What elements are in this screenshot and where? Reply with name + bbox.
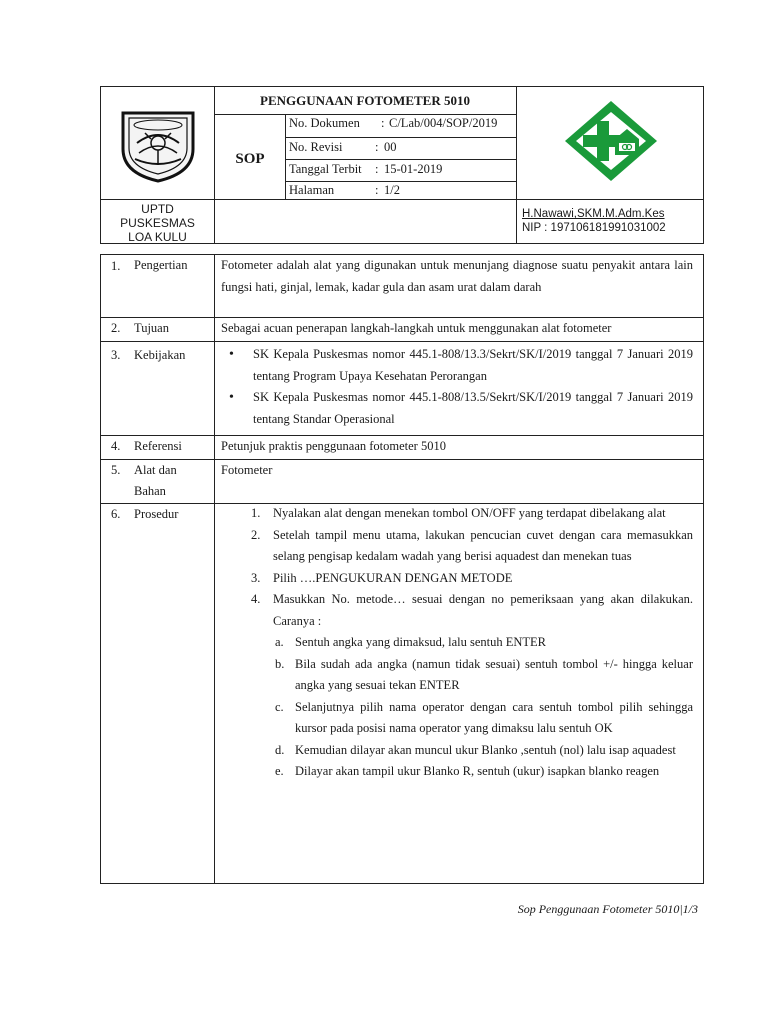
label-line: Bahan [134, 484, 166, 498]
step-number: 1. [251, 506, 261, 520]
field-separator: : [381, 116, 385, 130]
section-number: 4. [111, 439, 121, 453]
section-text-pengertian: Fotometer adalah alat yang digunakan untuk menunjang diagnose suatu penyakit antara lain fungsi hati, ginjal, lemak, kadar gula dan asam urat dalam darah [221, 258, 693, 294]
procedure-substep [221, 761, 693, 783]
substep-text: Dilayar akan tampil ukur Blanko R, sentuh (ukur) isapkan blanko reagen [295, 764, 660, 778]
divider [285, 114, 286, 199]
section-number: 3. [111, 348, 121, 362]
signer-name: H.Nawawi,SKM.M.Adm.Kes [522, 208, 665, 220]
section-label-alat-dan-bahan [134, 460, 177, 502]
step-text: Setelah tampil menu utama, lakukan pencucian cuvet dengan cara memasukkan selang pengisap kedalam wadah yang berisi aquadest dan menekan tuas [273, 527, 693, 563]
divider [285, 137, 517, 138]
substep-letter: d. [275, 742, 285, 757]
step-text: Pilih ….PENGUKURAN DENGAN METODE [273, 570, 513, 585]
step-text: Masukkan No. metode… sesuai dengan no pemeriksaan yang akan dilakukan. Caranya : [273, 592, 693, 628]
document-title: PENGGUNAAN FOTOMETER 5010 [260, 93, 470, 108]
procedure-substep [221, 697, 693, 740]
divider [285, 159, 517, 160]
divider [214, 114, 517, 115]
procedure-substep [221, 654, 693, 697]
section-label-prosedur: Prosedur [134, 507, 179, 521]
field-separator: : [375, 183, 379, 197]
step-text: Nyalakan alat dengan menekan tombol ON/OFF yang terdapat dibelakang alat [273, 506, 666, 520]
substep-text: Kemudian dilayar akan muncul ukur Blanko ,sentuh (nol) lalu isap aquadest [295, 742, 676, 757]
section-number: 1. [111, 259, 121, 273]
puskesmas-logo [561, 99, 661, 183]
section-label-referensi: Referensi [134, 439, 182, 453]
procedure-step [221, 525, 693, 568]
section-label-pengertian: Pengertian [134, 258, 188, 272]
label-line: Alat dan [134, 463, 177, 477]
regional-emblem-logo [115, 103, 201, 183]
step-number: 4. [251, 592, 261, 606]
section-number: 6. [111, 507, 121, 521]
procedure-substep [221, 740, 693, 762]
divider [214, 255, 215, 884]
section-number: 2. [111, 321, 121, 335]
policy-item: • SK Kepala Puskesmas nomor 445.1-808/13.5/Sekrt/SK/I/2019 tanggal 7 Januari 2019 tentang Standar Operasional [221, 387, 693, 430]
page-footer: Sop Penggunaan Fotometer 5010|1/3 [517, 902, 698, 916]
field-label: No. Revisi [289, 140, 343, 154]
substep-letter: a. [275, 635, 284, 649]
field-value: 00 [384, 140, 397, 154]
substep-letter: e. [275, 764, 284, 778]
step-number: 3. [251, 570, 261, 585]
section-text-referensi: Petunjuk praktis penggunaan fotometer 5010 [221, 439, 446, 453]
org-line: UPTD [141, 202, 174, 216]
sop-content-table [100, 254, 704, 884]
procedure-step [221, 568, 693, 590]
field-value: 15-01-2019 [384, 162, 443, 176]
divider [516, 87, 517, 244]
sop-label: SOP [235, 151, 265, 167]
field-value: 1/2 [384, 183, 400, 197]
section-text-alat-dan-bahan: Fotometer [221, 463, 273, 477]
field-value: C/Lab/004/SOP/2019 [389, 116, 498, 130]
organization-name [101, 202, 214, 244]
signer-nip: NIP : 197106181991031002 [522, 222, 666, 234]
procedure-list [221, 503, 693, 783]
divider [285, 181, 517, 182]
procedure-step [221, 503, 693, 525]
step-number: 2. [251, 527, 261, 542]
org-line: LOA KULU [128, 230, 187, 244]
substep-text: Selanjutnya pilih nama operator dengan cara sentuh tombol pilih sehingga kursor pada posisi nama operator yang dimaksu lalu sentuh OK [295, 699, 693, 735]
divider [101, 199, 704, 200]
section-label-tujuan: Tujuan [134, 321, 169, 335]
field-label: Halaman [289, 183, 335, 197]
substep-text: Sentuh angka yang dimaksud, lalu sentuh ENTER [295, 635, 547, 649]
field-label: Tanggal Terbit [289, 162, 362, 176]
section-text-tujuan: Sebagai acuan penerapan langkah-langkah untuk menggunakan alat fotometer [221, 321, 612, 335]
field-separator: : [375, 140, 379, 154]
field-label: No. Dokumen [289, 116, 360, 130]
org-line: PUSKESMAS [120, 216, 195, 230]
policy-list [221, 344, 693, 430]
procedure-step [221, 589, 693, 632]
substep-letter: b. [275, 656, 285, 671]
section-label-kebijakan: Kebijakan [134, 348, 186, 362]
divider [101, 341, 704, 342]
field-separator: : [375, 162, 379, 176]
substep-letter: c. [275, 699, 284, 714]
policy-item: • SK Kepala Puskesmas nomor 445.1-808/13.3/Sekrt/SK/I/2019 tanggal 7 Januari 2019 tentang Program Upaya Kesehatan Perorangan [221, 344, 693, 387]
procedure-substep [221, 632, 693, 654]
substep-text: Bila sudah ada angka (namun tidak sesuai) sentuh tombol +/- hingga keluar angka yang sesuai tekan ENTER [295, 656, 693, 692]
section-number: 5. [111, 463, 121, 477]
sop-header-table [100, 86, 704, 244]
